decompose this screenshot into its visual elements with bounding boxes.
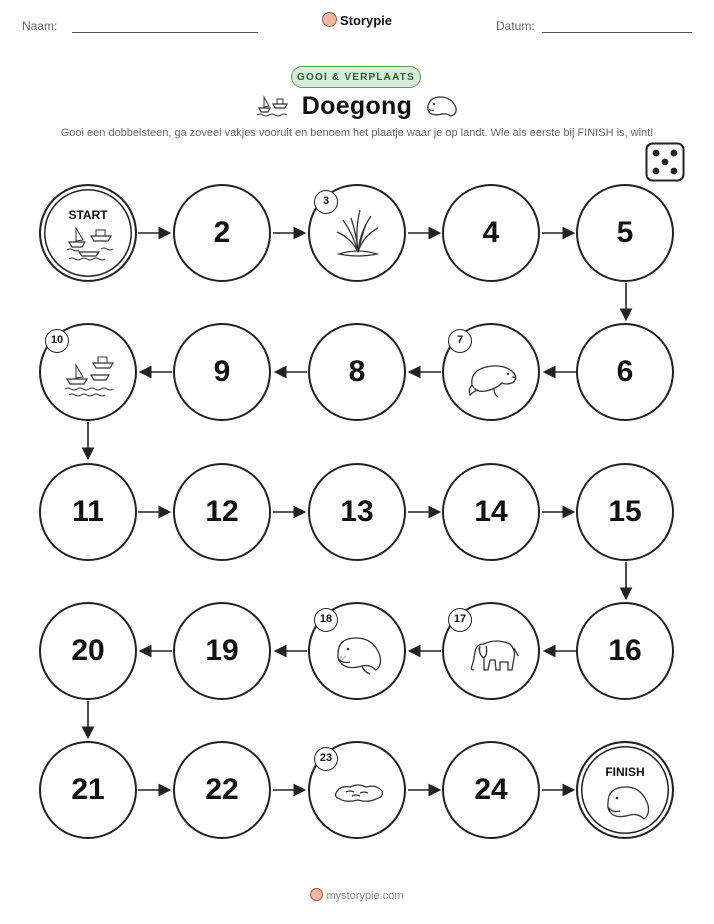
page-title: Doegong [301,92,413,120]
finish-label: FINISH [605,765,645,779]
board-cell-21[interactable] [39,741,137,839]
board-cell-16[interactable] [576,602,674,700]
board-cell-20[interactable] [39,602,137,700]
board-cell-6[interactable] [576,323,674,421]
board-cell-2[interactable] [173,184,271,282]
board-cell-14[interactable] [442,463,540,561]
cell-number: 8 [348,355,366,388]
footer-url: mystorypie.com [326,890,404,902]
game-type-badge: GOOI & VERPLAATS [291,66,421,88]
cell-number: 11 [72,495,104,528]
board-cell-19[interactable] [173,602,271,700]
cell-badge-7: 7 [448,329,472,353]
cell-number: 24 [474,773,508,806]
boats-icon [65,222,115,262]
instructions-text: Gooi een dobbelsteen, ga zoveel vakjes vooruit en benoem het plaatje waar je op landt. Wie als eerste bij FINISH is, wint! [60,127,654,139]
storypie-logo-icon [310,888,323,901]
board-cell-8[interactable] [308,323,406,421]
boats-icon [63,351,117,399]
cell-number: 19 [205,634,239,667]
elephant-icon [466,632,522,676]
seagrass-icon [333,206,383,262]
board-cell-11[interactable] [39,463,137,561]
board-cell-22[interactable] [173,741,271,839]
cell-number: 14 [474,495,508,528]
cell-number: 12 [205,495,239,528]
board-cell-15[interactable] [576,463,674,561]
cell-badge-18: 18 [314,608,338,632]
cell-badge-17: 17 [448,608,472,632]
cell-badge-10: 10 [45,329,69,353]
cell-number: 16 [608,634,642,667]
manatee-icon [468,355,520,399]
brand-name: Storypie [339,13,392,28]
cell-number: 9 [213,355,231,388]
dugong-icon [602,781,652,825]
name-label: Naam: [22,19,58,33]
board-cell-9[interactable] [173,323,271,421]
dugong-icon [332,630,386,678]
cell-number: 22 [205,773,239,806]
board-cell-4[interactable] [442,184,540,282]
cell-number: 20 [71,634,105,667]
footer-link[interactable] [0,888,714,902]
board-cell-5[interactable] [576,184,674,282]
date-label: Datum: [496,19,535,33]
board-cell-finish[interactable] [576,741,674,839]
water-puddle-icon [332,781,386,805]
cell-badge-23: 23 [314,747,338,771]
cell-number: 6 [616,355,634,388]
board-cell-13[interactable] [308,463,406,561]
cell-number: 5 [616,216,634,249]
cell-number: 21 [71,773,105,806]
board-cell-12[interactable] [173,463,271,561]
cell-number: 13 [340,495,374,528]
start-label: START [68,208,108,222]
cell-number: 4 [482,216,500,249]
cell-number: 15 [608,495,642,528]
cell-badge-3: 3 [314,190,338,214]
cell-number: 2 [213,216,231,249]
board-cell-start[interactable] [39,184,137,282]
board-cell-24[interactable] [442,741,540,839]
